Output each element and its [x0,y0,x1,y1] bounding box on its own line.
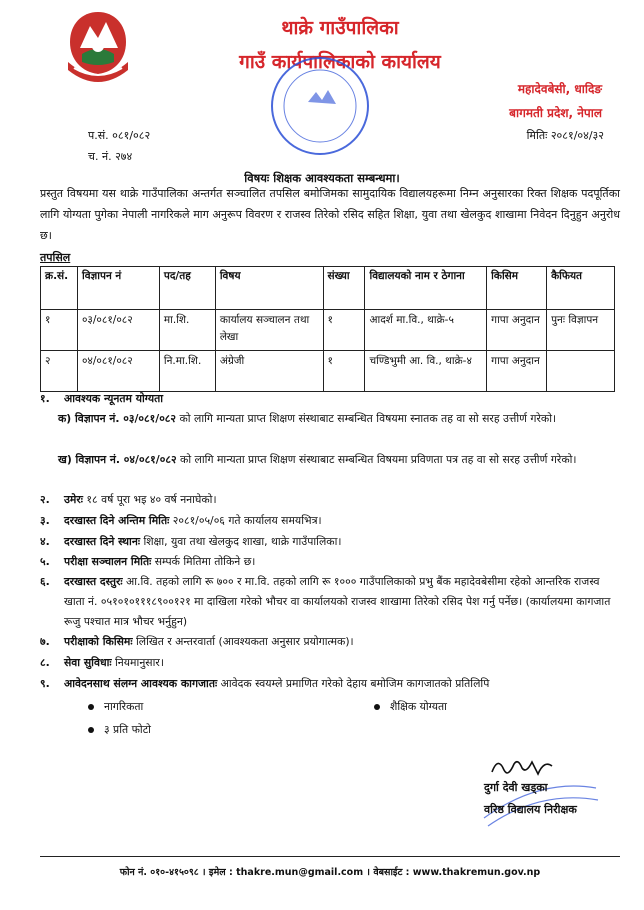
table-row [41,351,615,392]
header-cell: पद/तह [159,267,215,310]
document-item: ३ प्रति फोटो [88,720,288,740]
requirement-label: दरखास्त दिने स्थानः [64,535,141,548]
header-cell: किसिम [487,267,547,310]
table-cell: आदर्श मा.वि., थाक्रे-५ [365,310,487,351]
requirement-text: १८ वर्ष पूरा भइ ४० वर्ष ननाघेको। [82,493,217,506]
table-cell: ०३/०८१/०८२ [77,310,159,351]
requirement-label: सेवा सुविधाः [64,656,112,669]
requirement-9 [40,674,620,694]
requirement-text: सम्पर्क मितिमा तोकिने छ। [151,555,256,568]
requirement-text: शिक्षा, युवा तथा खेलकुद शाखा, थाक्रे गाउँपालिका। [140,535,342,548]
requirement-label: दरखास्त दिने अन्तिम मितिः [64,514,170,527]
signatory-title: वरिष्ठ विद्यालय निरीक्षक [484,803,577,816]
document-item: शैक्षिक योग्यता [374,697,574,717]
requirement-text: नियमानुसार। [111,656,164,669]
header-cell: विद्यालयको नाम र ठेगाना [365,267,487,310]
requirement-number: ७. [40,635,50,648]
requirement-6 [40,572,620,632]
table-cell: १ [323,310,365,351]
table-label: तपसिल [40,251,71,264]
bullet-icon [88,704,94,710]
letter-date: मितिः २०८१/०४/३२ [526,129,604,142]
requirement-4 [40,532,620,552]
requirement-text: को लागि मान्यता प्राप्त शिक्षण संस्थाबाट सम्बन्धित विषयमा स्नातक तह वा सो सरह उत्तीर्ण गरेको। [176,412,557,425]
office-address-line2: बागमती प्रदेश, नेपाल [509,106,602,120]
table-cell: १ [323,351,365,392]
header-cell: संख्या [323,267,365,310]
officer-stamp [480,768,600,828]
requirement-1 [40,389,620,409]
requirement-text: आ.वि. तहको लागि रू ७०० र मा.वि. तहको लागि रू १००० गाउँपालिकाको प्रभु बैंक महादेवबेसीमा रहेको आन्तरिक राजस्व खाता नं. ०५१०१०१११८९००१२१ मा दाखिला गरेको भौचर वा कार्यालयको राजस्व शाखामा तिरेको रसिद पेश गर्नु पर्नेछ। (कार्यालयमा कागजात रूजु पश्चात मात्र भौचर भर्नुहुन) [64,575,611,628]
requirement-number: १. [40,392,50,405]
requirement-title: आवश्यक न्यूनतम योग्यता [64,392,164,405]
requirement-text: आवेदक स्वयम्ले प्रमाणित गरेको देहाय बमोजिम कागजातको प्रतिलिपि [217,677,490,690]
requirement-5 [40,552,620,572]
table-cell: पुनः विज्ञापन [547,310,615,351]
requirement-7 [40,632,620,652]
footer-contact: फोन नं. ०१०-४१५०९८ । इमेल : thakre.mun@gmail.com । वेबसाईट : www.thakremun.gov.np [119,867,541,878]
bullet-icon [88,727,94,733]
table-cell: ०४/०८१/०८२ [77,351,159,392]
table-row [41,310,615,351]
requirement-3 [40,511,620,531]
reference-number: प.सं. ०८१/०८२ [88,129,151,142]
office-address-line1: महादेवबेसी, धादिङ [517,82,602,96]
table-header-row [41,267,615,310]
table-cell: १ [41,310,78,351]
table-cell: कार्यालय सञ्चालन तथा लेखा [215,310,323,351]
table-cell: मा.शि. [159,310,215,351]
requirement-2 [40,490,620,510]
requirement-number: ६. [40,575,50,588]
requirement-text: लिखित र अन्तरवार्ता (आवश्यकता अनुसार प्रयोगात्मक)। [132,635,354,648]
requirement-label: क) विज्ञापन नं. ०३/०८१/०८२ [58,412,177,425]
bullet-icon [374,704,380,710]
office-stamp [268,54,372,158]
table-cell: चण्डिभुमी आ. वि., थाक्रे-४ [365,351,487,392]
dispatch-number: च. नं. २७४ [88,150,133,163]
requirement-label: ख) विज्ञापन नं. ०४/०८१/०८२ [58,453,177,466]
requirement-label: दरखास्त दस्तुरः [64,575,123,588]
requirement-number: ५. [40,555,50,568]
signatory-name: दुर्गा देवी खड्का [484,781,548,794]
header-cell: विज्ञापन नं [77,267,159,310]
requirement-1b [58,450,610,470]
table-cell: गापा अनुदान [487,310,547,351]
requirement-label: उमेरः [64,493,83,506]
requirement-text: को लागि मान्यता प्राप्त शिक्षण संस्थाबाट सम्बन्धित विषयमा प्रविणता पत्र तह वा सो सरह उत्तीर्ण गरेको। [176,453,577,466]
header-cell: क्र.सं. [41,267,78,310]
requirement-label: आवेदनसाथ संलग्न आवश्यक कागजातः [64,677,218,690]
requirement-number: ४. [40,535,50,548]
header-cell: कैफियत [547,267,615,310]
body-paragraph: प्रस्तुत विषयमा यस थाक्रे गाउँपालिका अन्तर्गत सञ्चालित तपसिल बमोजिमका सामुदायिक विद्यालयहरूमा निम्न अनुसारका रिक्त शिक्षक पदपूर्तिका लागि योग्यता पुगेका नेपाली नागरिकले माग अनुरूप विवरण र राजस्व तिरेको रसिद सहित शिक्षा, युवा तथा खेलकुद शाखामा निवेदन दिनुहुन अनुरोध छ। [40,187,620,242]
requirement-label: परीक्षा सञ्चालन मितिः [64,555,152,568]
requirement-number: ३. [40,514,50,527]
table-cell: गापा अनुदान [487,351,547,392]
requirement-1a [58,409,610,429]
requirement-number: ९. [40,677,50,690]
requirement-number: ८. [40,656,50,669]
office-title-line2: गाउँ कार्यपालिकाको कार्यालय [239,51,441,73]
subject-line: विषयः शिक्षक आवश्यकता सम्बन्धमा। [244,171,400,185]
requirement-label: परीक्षाको किसिमः [64,635,133,648]
header-cell: विषय [215,267,323,310]
document-item: नागरिकता [88,697,288,717]
office-title-line1: थाक्रे गाउँपालिका [281,17,399,39]
footer-divider [40,856,620,857]
requirement-8 [40,653,620,673]
table-cell: नि.मा.शि. [159,351,215,392]
nepal-emblem-icon [62,8,134,90]
vacancy-table [40,266,615,392]
table-cell: २ [41,351,78,392]
requirement-number: २. [40,493,50,506]
requirement-text: २०८१/०५/०६ गते कार्यालय समयभित्र। [169,514,322,527]
table-cell [547,351,615,392]
table-cell: अंग्रेजी [215,351,323,392]
